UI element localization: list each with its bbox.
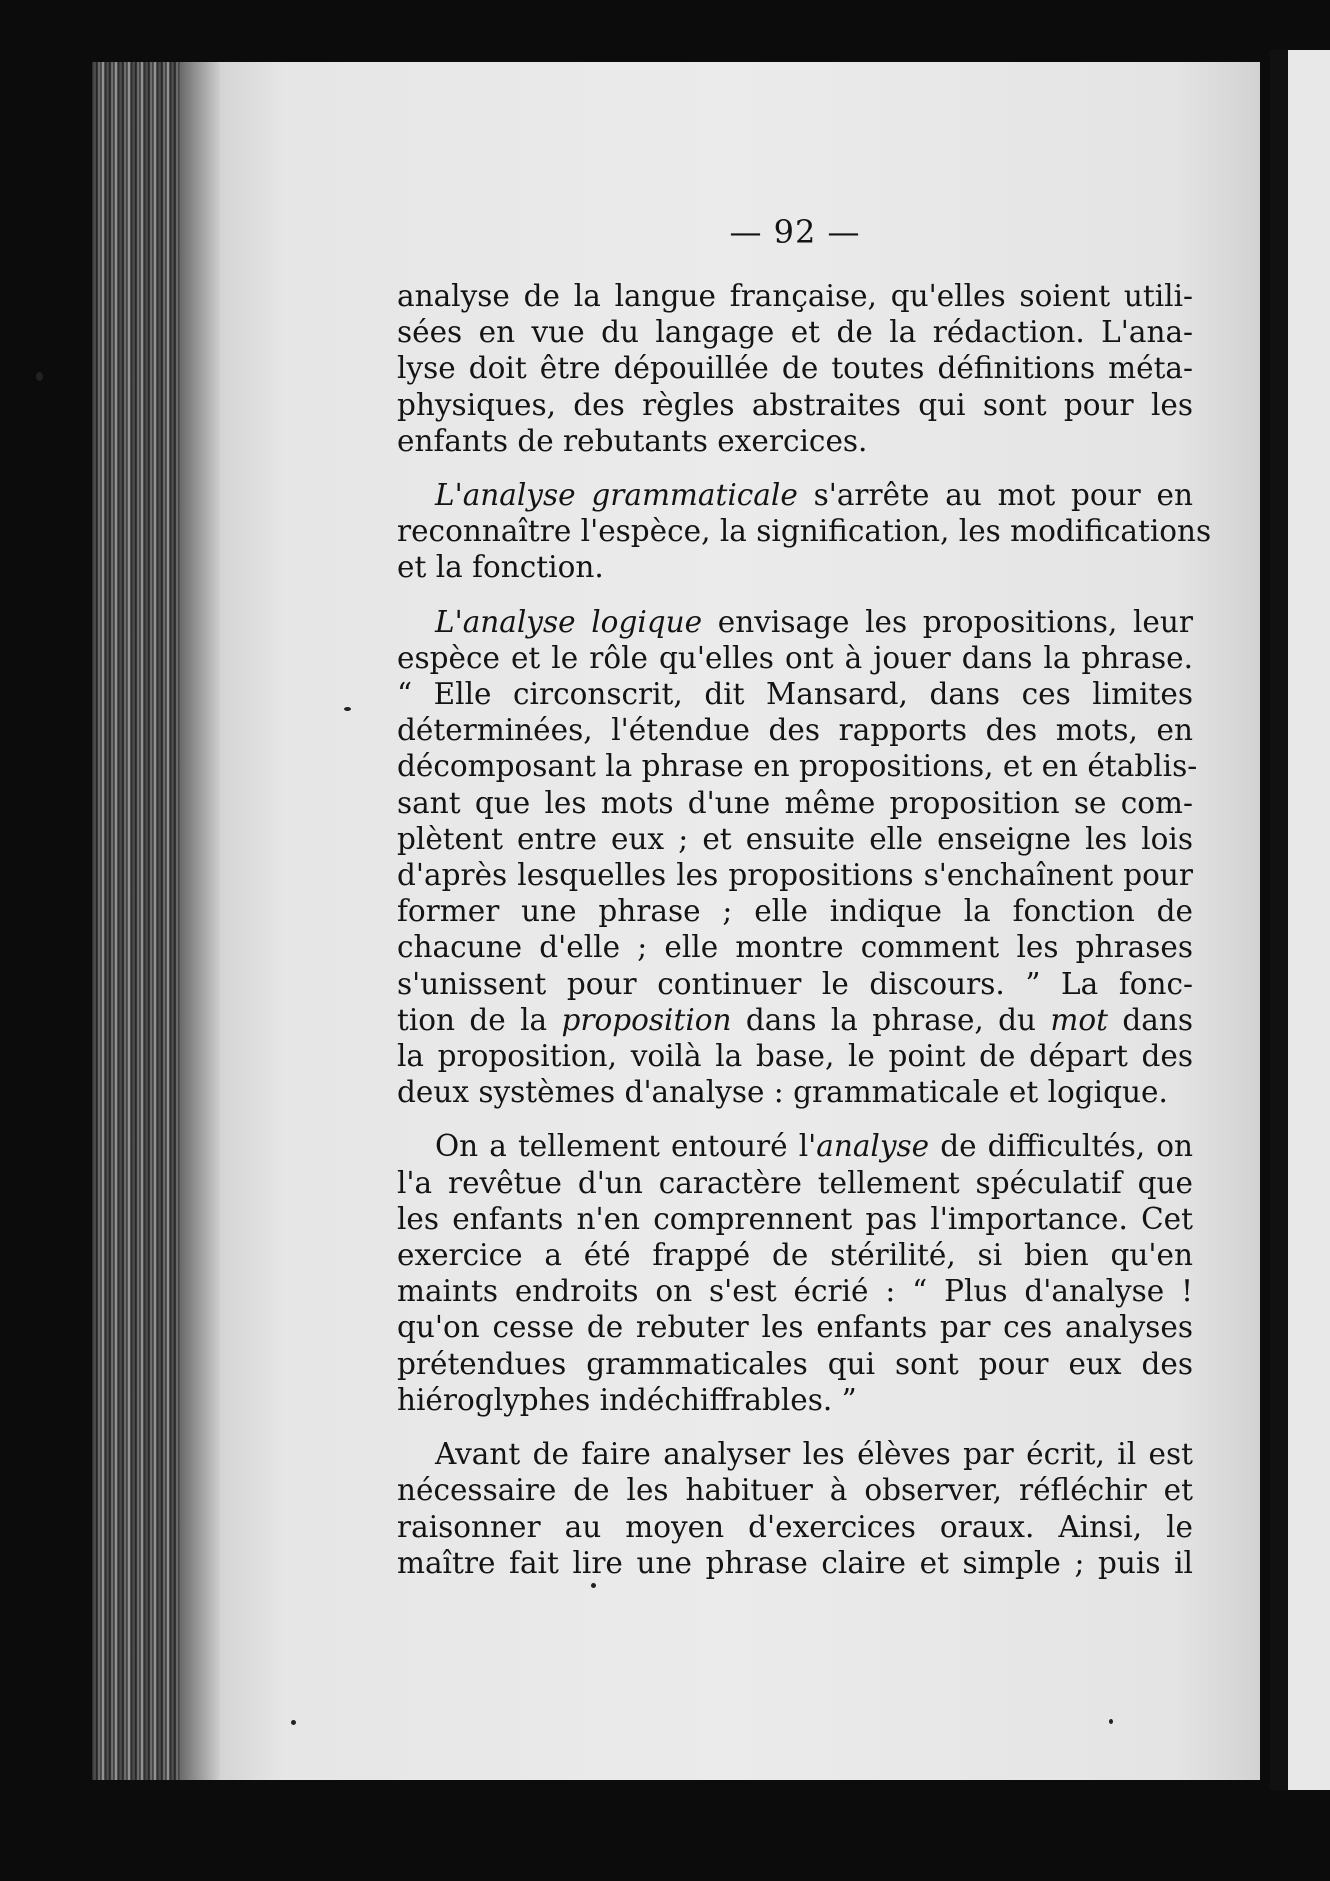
text-line: enfants de rebutants exercices.: [397, 423, 868, 458]
text-line: exercice a été frappé de stérilité, si bien qu'en: [397, 1238, 1193, 1273]
text-line: raisonner au moyen d'exercices oraux. Ainsi, le: [397, 1509, 1193, 1544]
text-line: plètent entre eux ; et ensuite elle enseigne les lois: [397, 821, 1193, 856]
text-run: de difficultés, on: [929, 1129, 1193, 1164]
text-line: la proposition, voilà la base, le point de départ des: [397, 1039, 1193, 1074]
dust-speck: [591, 1583, 596, 1588]
text-run: tion de la: [397, 1002, 562, 1037]
text-line: hiéroglyphes indéchiffrables. ”: [397, 1382, 857, 1417]
text-line: prétendues grammaticales qui sont pour eux des: [397, 1346, 1193, 1381]
paragraph: [397, 604, 1198, 1111]
page-text: [397, 212, 1212, 1581]
italic-term: proposition: [561, 1002, 732, 1037]
text-line: d'après lesquelles les propositions s'enchaînent pour: [397, 858, 1193, 893]
paragraph: [397, 1436, 1193, 1581]
text-line: l'a revêtue d'un caractère tellement spéculatif que: [397, 1165, 1193, 1200]
text-line: [397, 477, 1193, 513]
text-line: physiques, des règles abstraites qui sont pour les: [397, 387, 1193, 422]
text-run: envisage les propositions, leur: [702, 604, 1193, 639]
dust-speck: [1109, 1719, 1113, 1724]
italic-term: mot: [1050, 1002, 1109, 1037]
text-run: dans la phrase, du: [731, 1002, 1051, 1037]
text-run: s'arrête au mot pour en: [797, 478, 1193, 513]
text-line: décomposant la phrase en propositions, et en établis-: [397, 749, 1198, 784]
paragraph: [397, 1128, 1193, 1418]
text-line: déterminées, l'étendue des rapports des mots, en: [397, 713, 1193, 748]
paragraph: [397, 477, 1212, 586]
text-line: deux systèmes d'analyse : grammaticale et logique.: [397, 1075, 1168, 1110]
text-line: sant que les mots d'une même proposition se com-: [397, 785, 1193, 820]
text-line: nécessaire de les habituer à observer, réfléchir et: [397, 1473, 1193, 1508]
text-line: les enfants n'en comprennent pas l'importance. Cet: [397, 1201, 1193, 1236]
text-line: et la fonction.: [397, 550, 604, 585]
adjacent-page-strip: [1288, 50, 1330, 1790]
text-line: chacune d'elle ; elle montre comment les phrases: [397, 930, 1193, 965]
page-gap-shadow: [1270, 50, 1290, 1790]
text-line: “ Elle circonscrit, dit Mansard, dans ces limites: [397, 677, 1193, 712]
dust-speck: [291, 1720, 296, 1725]
text-line: s'unissent pour continuer le discours. ” La fonc-: [397, 966, 1193, 1001]
italic-term: L'analyse logique: [435, 604, 703, 639]
text-line: maints endroits on s'est écrié : “ Plus d'analyse !: [397, 1274, 1193, 1309]
text-line: lyse doit être dépouillée de toutes définitions méta-: [397, 351, 1193, 386]
text-line: [397, 1002, 1193, 1038]
text-line: [397, 1128, 1193, 1164]
italic-term: analyse: [816, 1129, 930, 1164]
page-gutter-shadow: [180, 62, 220, 1780]
text-line: qu'on cesse de rebuter les enfants par ces analyses: [397, 1310, 1193, 1345]
text-line: [397, 604, 1193, 640]
text-line: reconnaître l'espèce, la signification, les modifications: [397, 514, 1212, 549]
text-line: sées en vue du langage et de la rédaction. L'ana-: [397, 315, 1193, 350]
text-line: former une phrase ; elle indique la fonction de: [397, 894, 1193, 929]
text-line: espèce et le rôle qu'elles ont à jouer dans la phrase.: [397, 640, 1193, 675]
dust-speck: [344, 707, 351, 711]
dust-speck: [36, 372, 43, 381]
text-line: Avant de faire analyser les élèves par écrit, il est: [435, 1437, 1193, 1472]
page-number: — 92 —: [729, 213, 861, 251]
text-line: analyse de la langue française, qu'elles soient utili-: [397, 279, 1193, 313]
text-line: maître fait lire une phrase claire et simple ; puis il: [397, 1545, 1193, 1580]
italic-term: L'analyse grammaticale: [435, 478, 798, 513]
text-run: dans: [1108, 1002, 1193, 1037]
paragraph: [397, 278, 1193, 459]
text-run: On a tellement entouré l': [435, 1129, 817, 1164]
